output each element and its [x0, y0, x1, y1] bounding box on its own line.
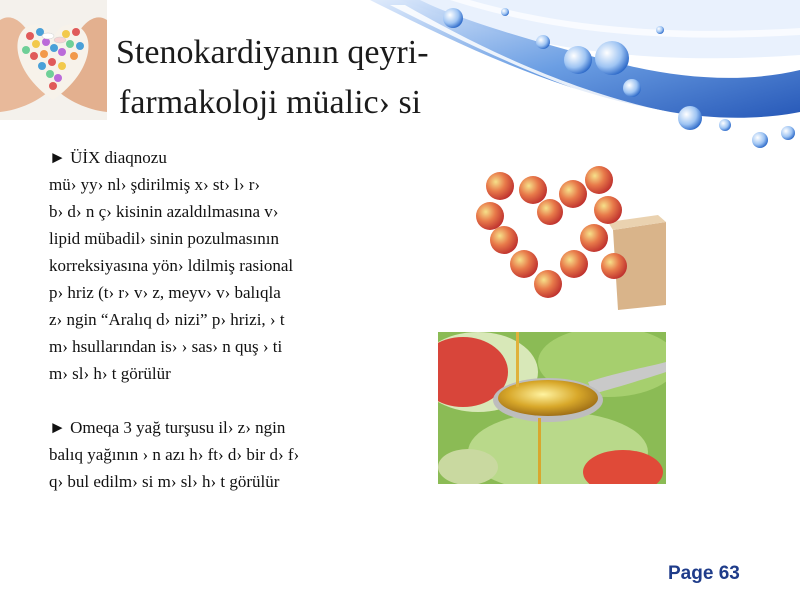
text-line: q› bul edilm› si m› sl› h› t görülür — [49, 472, 280, 491]
pills-heart-hands-image — [0, 0, 107, 120]
page-number: Page 63 — [668, 563, 740, 584]
apple-heart-image — [438, 160, 666, 313]
bullet-paragraph — [49, 414, 429, 495]
text-line: p› hriz (t› r› v› z, meyv› v› balıqla — [49, 283, 281, 302]
text-line: mü› yy› nl› şdirilmiş x› st› l› r› — [49, 175, 261, 194]
text-line: lipid mübadil› sinin pozulmasının — [49, 229, 279, 248]
text-line: b› d› n ç› kisinin azaldılmasına v› — [49, 202, 279, 221]
text-line: ► ÜİX diaqnozu — [49, 148, 167, 167]
title-line: farmakoloji müalic› si — [119, 84, 422, 121]
slide-title — [112, 28, 492, 128]
olive-oil-spoon-salad-image — [438, 332, 666, 484]
text-line: z› ngin “Aralıq d› nizi” p› hrizi, › t — [49, 310, 285, 329]
body-text — [49, 144, 429, 495]
text-line: ► Omeqa 3 yağ turşusu il› z› ngin — [49, 418, 286, 437]
title-line: Stenokardiyanın qeyri- — [116, 34, 429, 71]
text-line: m› hsullarından is› › sas› n quş › ti — [49, 337, 283, 356]
bullet-paragraph — [49, 144, 429, 387]
text-line: korreksiyasına yön› ldilmiş rasional — [49, 256, 294, 275]
text-line: balıq yağının › n azı h› ft› d› bir d› f› — [49, 445, 300, 464]
text-line: m› sl› h› t görülür — [49, 364, 171, 383]
